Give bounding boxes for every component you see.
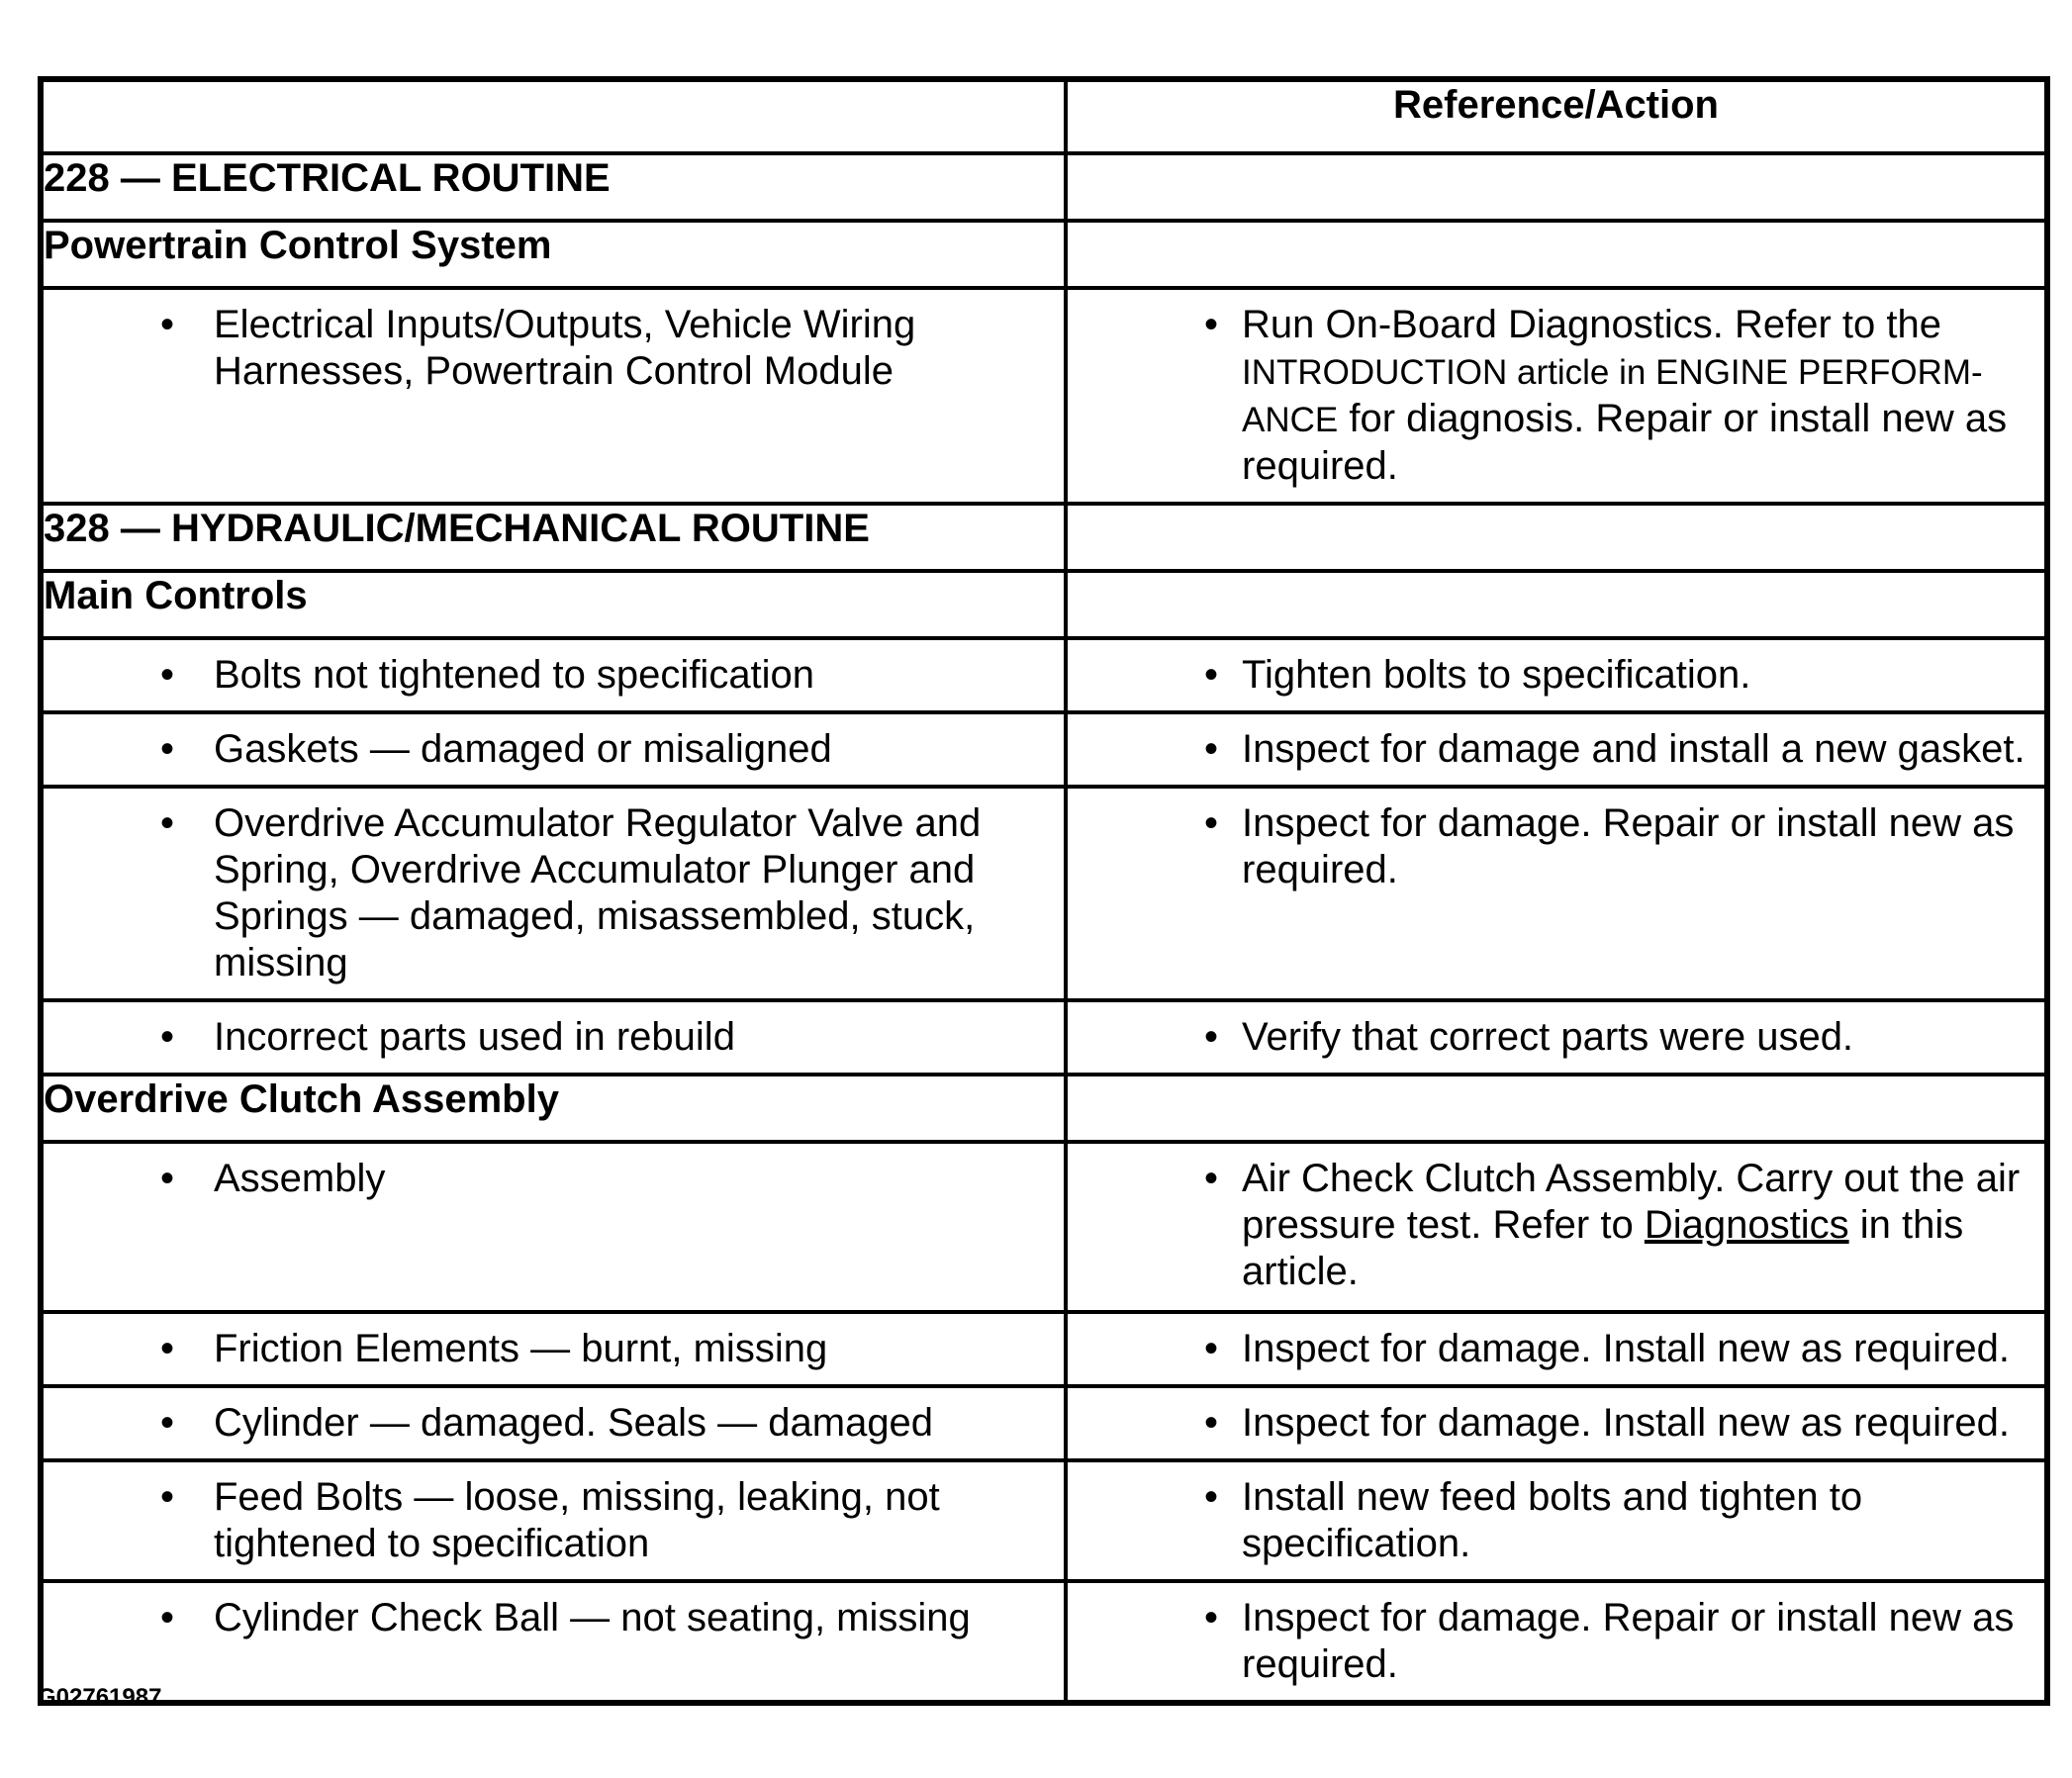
bullet: • [159,1596,174,1639]
bullet: • [1203,801,1218,845]
action-text: Inspect for damage. Install new as required. [1242,1327,2010,1370]
bullet: • [159,1401,174,1445]
bullet: • [1203,1015,1218,1059]
bullet: • [159,303,174,346]
table-row [41,787,2047,1000]
action-text: in this article. [1242,1203,1964,1293]
bullet: • [159,1327,174,1370]
action-cell [1066,1000,2047,1075]
bullet: • [159,801,174,845]
section-row [41,504,2047,571]
table-row [41,1142,2047,1312]
empty-cell [1066,504,2047,571]
condition-text: Friction Elements — burnt, missing [214,1327,828,1370]
condition-text: Feed Bolts — loose, missing, leaking, not tightened to specification [214,1475,940,1565]
action-text: Inspect for damage. Install new as required. [1242,1401,2010,1445]
section-row [41,153,2047,221]
header-row [41,79,2047,153]
diagnosis-table [38,76,2050,1706]
bullet: • [159,1475,174,1519]
empty-cell [1066,1075,2047,1142]
condition-cell [41,787,1066,1000]
action-cell [1066,1386,2047,1460]
action-cell [1066,1581,2047,1703]
action-text: Inspect for damage and install a new gasket. [1242,727,2025,771]
action-cell [1066,1460,2047,1581]
section-main-controls: Main Controls [41,571,1066,638]
condition-cell [41,1312,1066,1386]
section-hydraulic-mechanical-routine: 328 — HYDRAULIC/MECHANICAL ROUTINE [41,504,1066,571]
table-row [41,638,2047,712]
action-text: for diagnosis. Repair or install new as required. [1242,397,2008,488]
bullet: • [1203,727,1218,771]
bullet: • [159,1157,174,1200]
empty-cell [1066,221,2047,288]
condition-cell [41,1581,1066,1703]
condition-cell [41,288,1066,504]
condition-text: Cylinder Check Ball — not seating, missing [214,1596,971,1639]
condition-text: Cylinder — damaged. Seals — damaged [214,1401,934,1445]
condition-text: Assembly [214,1157,386,1200]
action-text: Run On-Board Diagnostics. Refer to the [1242,303,1942,346]
condition-cell [41,1460,1066,1581]
empty-cell [1066,153,2047,221]
action-cell [1066,1142,2047,1312]
action-text: Tighten bolts to specification. [1242,653,1751,697]
condition-cell [41,712,1066,787]
header-reference-action: Reference/Action [1066,79,2047,153]
empty-cell [1066,571,2047,638]
section-row [41,1075,2047,1142]
bullet: • [159,1015,174,1059]
condition-text: Gaskets — damaged or misaligned [214,727,832,771]
bullet: • [1203,1327,1218,1370]
bullet: • [159,653,174,697]
section-row [41,571,2047,638]
condition-cell [41,1000,1066,1075]
action-cell [1066,288,2047,504]
bullet: • [1203,1157,1218,1200]
bullet: • [1203,1596,1218,1639]
table-row [41,288,2047,504]
section-overdrive-clutch-assembly: Overdrive Clutch Assembly [41,1075,1066,1142]
table-row [41,1000,2047,1075]
action-cell [1066,712,2047,787]
section-powertrain-control-system: Powertrain Control System [41,221,1066,288]
diagnostics-link[interactable]: Diagnostics [1644,1203,1849,1247]
section-electrical-routine: 228 — ELECTRICAL ROUTINE [41,153,1066,221]
bullet: • [159,727,174,771]
action-text: Install new feed bolts and tighten to specification. [1242,1475,1863,1565]
table-row [41,1312,2047,1386]
action-cell [1066,1312,2047,1386]
condition-cell [41,1386,1066,1460]
action-text: Air Check Clutch Assembly. Carry out the air pressure test. Refer to [1242,1157,2021,1247]
bullet: • [1203,1401,1218,1445]
action-cell [1066,787,2047,1000]
action-text: Verify that correct parts were used. [1242,1015,1854,1059]
condition-cell [41,638,1066,712]
action-text: Inspect for damage. Repair or install new as required. [1242,1596,2015,1686]
table-row [41,1581,2047,1703]
table-row [41,1460,2047,1581]
figure-id: G02761987 [38,1684,162,1711]
bullet: • [1203,653,1218,697]
action-reference-text: INTRODUCTION article in ENGINE PERFORM-ANCE [1242,353,1983,439]
section-row [41,221,2047,288]
header-left-cell [41,79,1066,153]
condition-text: Electrical Inputs/Outputs, Vehicle Wiring Harnesses, Powertrain Control Module [214,303,916,393]
condition-text: Bolts not tightened to specification [214,653,815,697]
condition-text: Overdrive Accumulator Regulator Valve and Spring, Overdrive Accumulator Plunger and Springs — damaged, misassembled, stuck, missing [214,801,982,984]
bullet: • [1203,1475,1218,1519]
bullet: • [1203,303,1218,346]
condition-cell [41,1142,1066,1312]
action-text: Inspect for damage. Repair or install new as required. [1242,801,2015,891]
table-row [41,712,2047,787]
condition-text: Incorrect parts used in rebuild [214,1015,735,1059]
table-row [41,1386,2047,1460]
action-cell [1066,638,2047,712]
